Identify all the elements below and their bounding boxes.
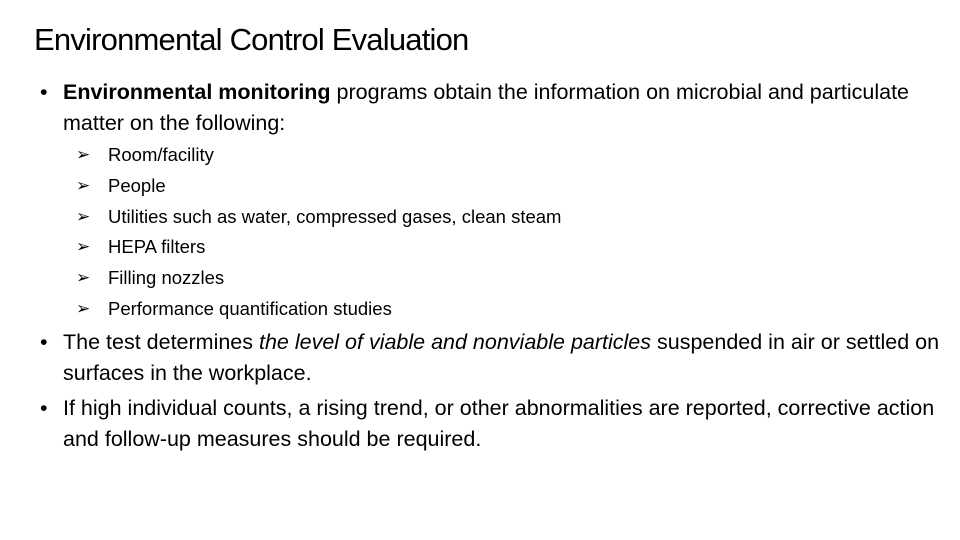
arrow-bullet-icon: ➢	[76, 237, 91, 257]
bullet-high-counts	[40, 393, 940, 455]
bullet-bold-text: Environmental monitoring	[63, 80, 331, 104]
bullet-test-determines	[40, 327, 940, 389]
sub-item-text: Performance quantification studies	[108, 297, 392, 319]
sub-item-people	[76, 171, 876, 202]
arrow-bullet-icon: ➢	[76, 145, 91, 164]
sub-item-text: People	[108, 174, 166, 196]
bullet-icon: •	[40, 80, 48, 104]
sub-list	[76, 140, 876, 325]
bullet-text: If high individual counts, a rising trend, or other abnormalities are reported, corrective action and follow-up measures should be required.	[63, 396, 935, 451]
arrow-bullet-icon: ➢	[76, 206, 91, 226]
sub-item-room-facility	[76, 140, 876, 171]
sub-item-filling-nozzles	[76, 263, 876, 294]
sub-item-text: HEPA filters	[108, 236, 206, 258]
arrow-bullet-icon: ➢	[76, 175, 91, 195]
bullet-icon: •	[40, 396, 48, 420]
bullet-text: programs obtain the information on microbial and particulate matter on the following:	[63, 80, 909, 135]
sub-item-text: Filling nozzles	[108, 267, 225, 289]
bullet-text-post: suspended in air or settled on surfaces in the workplace.	[63, 330, 940, 385]
sub-item-text: Room/facility	[108, 144, 214, 165]
arrow-bullet-icon: ➢	[76, 298, 91, 318]
bullet-icon: •	[40, 330, 48, 354]
slide-title: Environmental Control Evaluation	[34, 22, 469, 57]
sub-item-utilities	[76, 202, 876, 233]
arrow-bullet-icon: ➢	[76, 268, 91, 288]
sub-item-performance-studies	[76, 294, 876, 325]
sub-item-hepa-filters	[76, 232, 876, 263]
bullet-environmental-monitoring	[40, 77, 940, 139]
bullet-italic-text: the level of viable and nonviable particles	[258, 330, 652, 354]
sub-item-text: Utilities such as water, compressed gases, clean steam	[108, 205, 562, 227]
bullet-text-pre: The test determines	[63, 330, 259, 354]
